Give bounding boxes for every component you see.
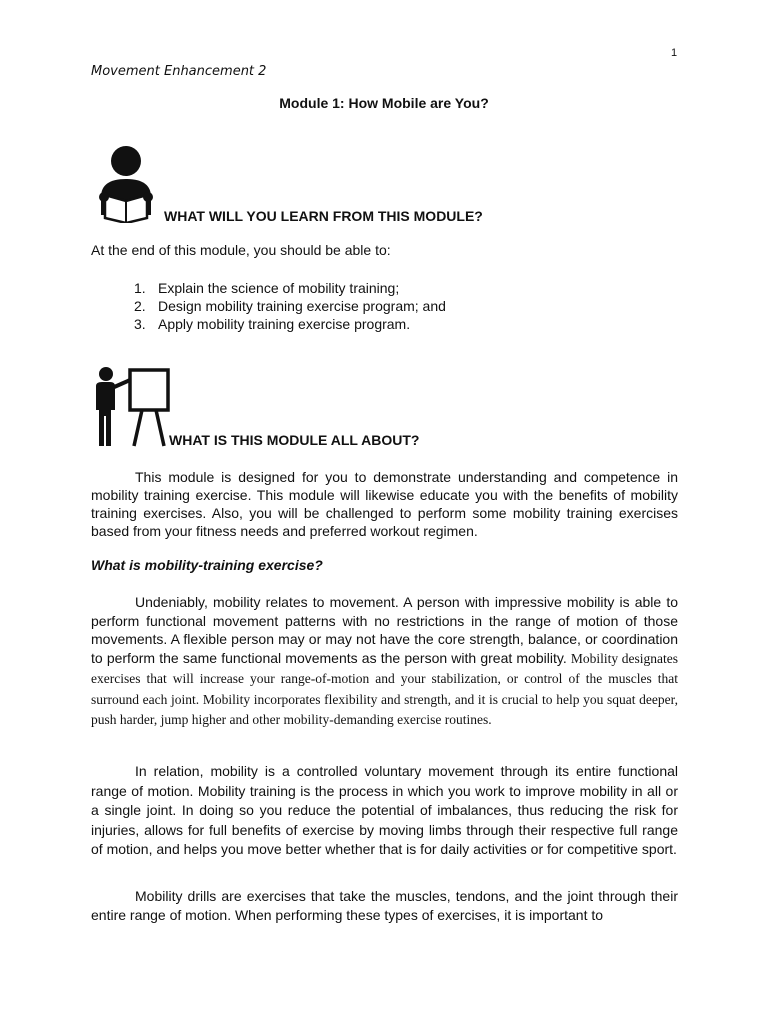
mobility-question-heading: What is mobility-training exercise? [91,557,323,573]
running-header: Movement Enhancement 2 [91,64,267,79]
list-item: 1. Explain the science of mobility training; [134,280,400,296]
learn-section-heading: WHAT WILL YOU LEARN FROM THIS MODULE? [164,208,483,224]
person-reading-book-icon [95,145,157,223]
mobility-paragraph-3: Mobility drills are exercises that take the muscles, tendons, and the joint through their entire range of motion. When performing these types of exercises, it is important to [91,888,678,923]
list-item: 3. Apply mobility training exercise program. [134,316,411,332]
person-at-presentation-board-icon [92,366,172,448]
list-item: 2. Design mobility training exercise program; and [134,298,446,314]
module-title: Module 1: How Mobile are You? [279,95,489,111]
objectives-list [134,279,446,333]
objectives-intro: At the end of this module, you should be able to: [91,242,391,258]
page-number: 1 [671,47,678,59]
about-paragraph: This module is designed for you to demonstrate understanding and competence in mobility training exercise. This module will likewise educate you with the benefits of mobility training exercises. Also, you will be challenged to perform some mobility training exercises based from your fitness needs and preferred workout regimen. [91,469,678,539]
mobility-paragraph-1: Undeniably, mobility relates to movement. A person with impressive mobility is able to perform functional movement patterns with no restrictions in the range of motion of those movements. A flexible person may or may not have the core strength, balance, or coordination to perform the same functional movements as the person with great mobility. Mobility designates exercises that will increase your range-of-motion and your stabilization, or control of the muscles that surround each joint. Mobility incorporates flexibility and strength, and it is crucial to help you squat deeper, push harder, jump higher and other mobility-demanding exercise routines. [91,594,679,727]
about-section-heading: WHAT IS THIS MODULE ALL ABOUT? [169,432,420,448]
mobility-paragraph-2: In relation, mobility is a controlled voluntary movement through its entire functional range of motion. Mobility training is the process in which you work to improve mobility in all or a single joint. In doing so you reduce the potential of imbalances, thus reducing the risk for injuries, allows for full benefits of exercise by moving limbs through their respective full range of motion, and helps you move better whether that is for daily activities or for competitive sport. [91,763,678,857]
